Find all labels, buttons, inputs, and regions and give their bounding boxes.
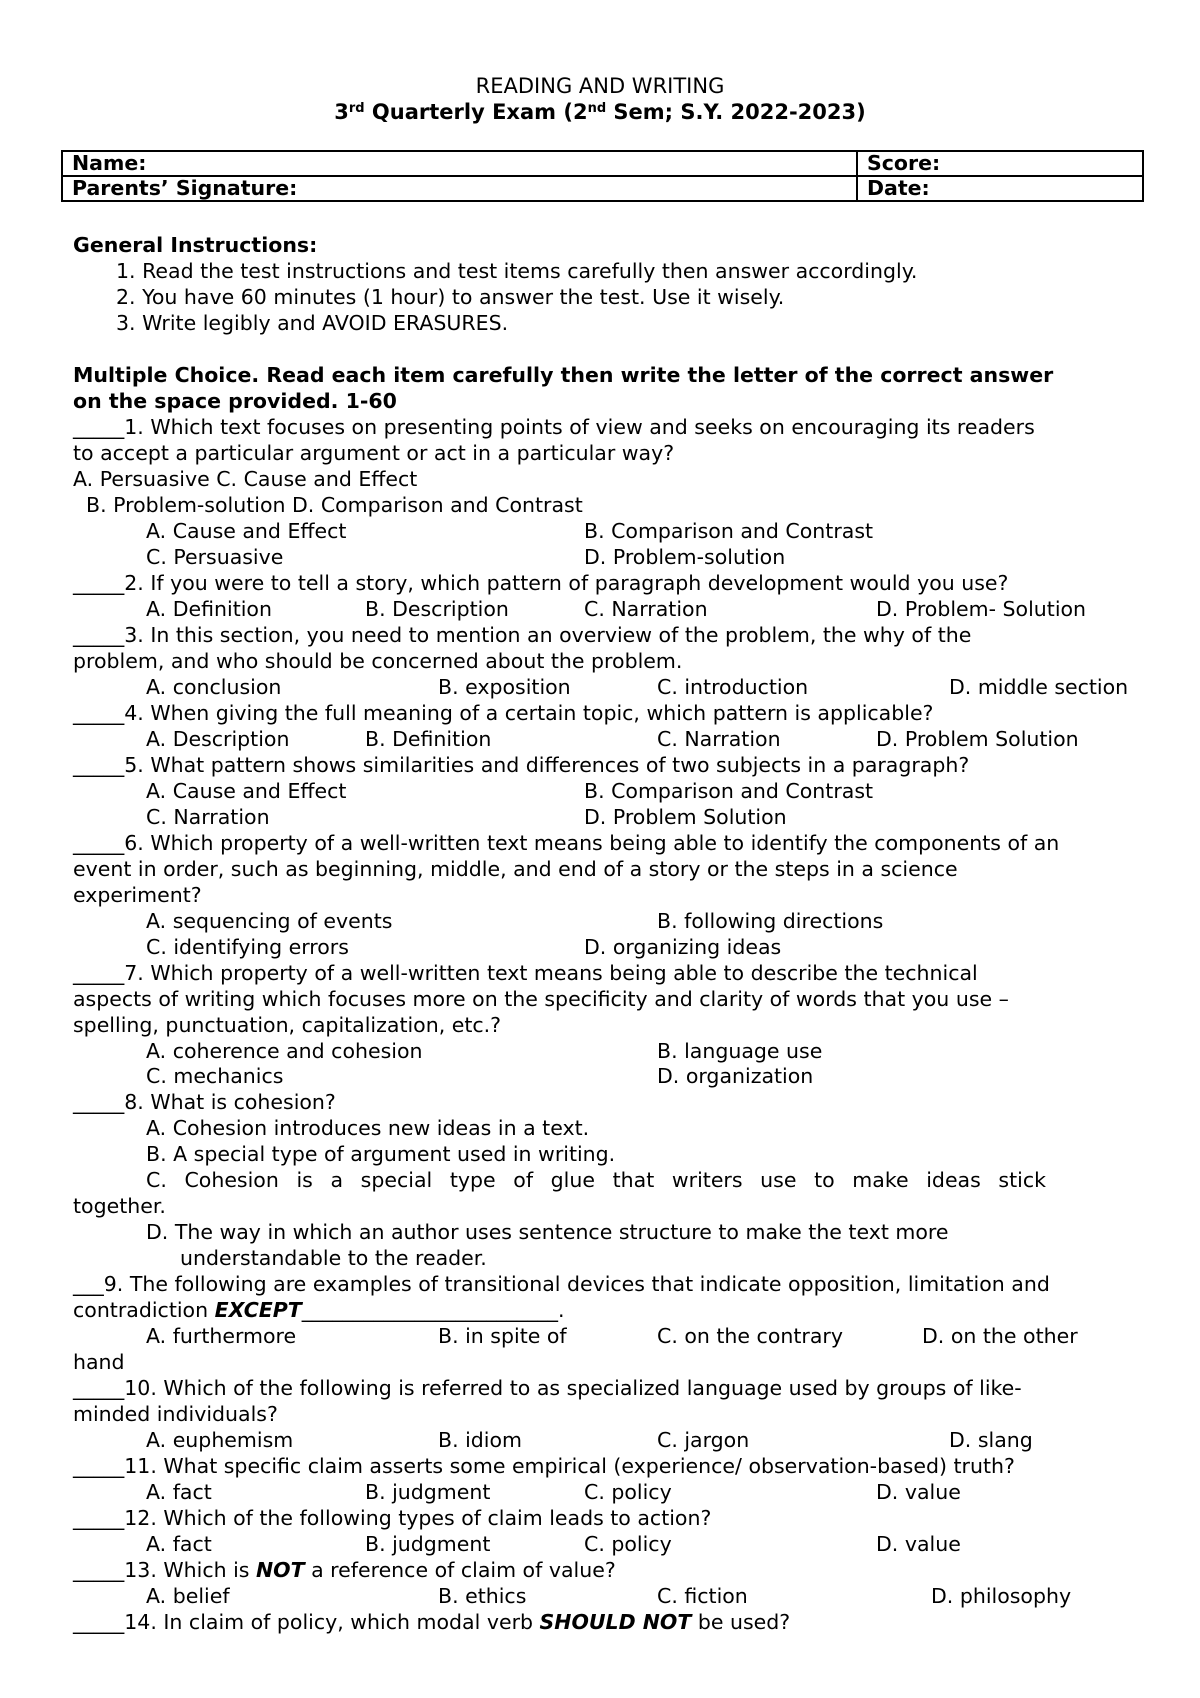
choice-d: D. middle section [949,675,1129,699]
choice-a: A. sequencing of events [146,909,393,933]
choice-b: B. A special type of argument used in writing. [146,1142,616,1166]
question-stem: aspects of writing which focuses more on the specificity and clarity of words that you use – [73,987,1009,1011]
question-stem: event in order, such as beginning, middle, and end of a story or the steps in a science [73,857,958,881]
choice-a: A. belief [146,1584,230,1608]
instruction-item: 3. Write legibly and AVOID ERASURES. [116,311,509,335]
student-info-table [61,150,1144,202]
choice-c: C. Narration [146,805,270,829]
choice-a: A. Definition [146,597,272,621]
question-stem: _____7. Which property of a well-written text means being able to describe the technical [73,961,978,985]
question-stem: ___9. The following are examples of transitional devices that indicate opposition, limitation and [73,1272,1050,1296]
choice-d: D. on the other [922,1324,1078,1348]
choice-c: C. introduction [657,675,809,699]
choice-b: B. ethics [438,1584,527,1608]
choice-d: D. slang [949,1428,1033,1452]
parents-signature-field[interactable]: Parents’ Signature: [62,176,857,201]
question-stem: _____6. Which property of a well-written text means being able to identify the components of an [73,831,1060,855]
choice-d: D. Problem- Solution [876,597,1087,621]
question-stem: _____8. What is cohesion? [73,1090,336,1114]
choice-d: D. The way in which an author uses sentence structure to make the text more [146,1220,949,1244]
choice-a: A. coherence and cohesion [146,1039,423,1063]
question-stem: _____10. Which of the following is referred to as specialized language used by groups of like- [73,1376,1022,1400]
score-field[interactable]: Score: [857,151,1143,176]
question-choice: A. Persuasive C. Cause and Effect [73,467,418,491]
choice-b: B. Definition [365,727,492,751]
choice-c: C. jargon [657,1428,750,1452]
choice-b: B. judgment [365,1532,491,1556]
question-stem: _____5. What pattern shows similarities and differences of two subjects in a paragraph? [73,753,970,777]
question-stem: _____13. Which is NOT a reference of claim of value? [73,1558,616,1582]
section-heading: on the space provided. 1-60 [73,389,397,413]
choice-a: A. Cohesion introduces new ideas in a text. [146,1116,590,1140]
choice-a: A. Description [146,727,290,751]
choice-c: together. [73,1194,166,1218]
choice-a: A. euphemism [146,1428,294,1452]
choice-a: A. conclusion [146,675,282,699]
question-stem: _____3. In this section, you need to mention an overview of the problem, the why of the [73,623,972,647]
exam-title: READING AND WRITING [475,74,725,98]
choice-c: C. policy [584,1480,672,1504]
choice-b: B. idiom [438,1428,523,1452]
choice-d: D. Problem Solution [876,727,1079,751]
choice-a: A. fact [146,1532,212,1556]
instruction-item: 1. Read the test instructions and test items carefully then answer accordingly. [116,259,918,283]
choice-d: D. value [876,1480,961,1504]
choice-c: C. fiction [657,1584,748,1608]
choice-c: C. policy [584,1532,672,1556]
question-stem: _____1. Which text focuses on presenting points of view and seeks on encouraging its readers [73,415,1035,439]
choice-b: B. Description [365,597,509,621]
choice-d: D. value [876,1532,961,1556]
choice-a: A. Cause and Effect [146,779,347,803]
choice-b: B. Comparison and Contrast [584,519,874,543]
choice-c: C. identifying errors [146,935,349,959]
question-stem: _____4. When giving the full meaning of a certain topic, which pattern is applicable? [73,701,934,725]
question-stem: to accept a particular argument or act in a particular way? [73,441,675,465]
choice-a: A. fact [146,1480,212,1504]
question-stem: _____14. In claim of policy, which modal verb SHOULD NOT be used? [73,1610,791,1634]
choice-d: D. organizing ideas [584,935,782,959]
section-heading: Multiple Choice. Read each item carefully then write the letter of the correct answer [73,363,1054,387]
choice-c: C. Persuasive [146,545,284,569]
question-stem: spelling, punctuation, capitalization, etc.? [73,1013,502,1037]
date-field[interactable]: Date: [857,176,1143,201]
choice-b: B. following directions [657,909,884,933]
question-choice: B. Problem-solution D. Comparison and Contrast [86,493,583,517]
choice-a: A. furthermore [146,1324,297,1348]
choice-d: D. Problem Solution [584,805,787,829]
choice-b: B. judgment [365,1480,491,1504]
choice-c: C. Narration [657,727,781,751]
instruction-item: 2. You have 60 minutes (1 hour) to answer the test. Use it wisely. [116,285,785,309]
choice-c: C. Narration [584,597,708,621]
question-stem: minded individuals? [73,1402,278,1426]
question-stem: contradiction EXCEPT_________________________. [73,1298,565,1322]
choice-d: D. Problem-solution [584,545,786,569]
name-field[interactable]: Name: [62,151,857,176]
choice-c: C. Cohesion is a special type of glue that writers use to make ideas stick [146,1168,1046,1192]
choice-c: C. mechanics [146,1064,284,1088]
choice-b: B. Comparison and Contrast [584,779,874,803]
exam-subtitle: 3rd Quarterly Exam (2nd Sem; S.Y. 2022-2023) [334,100,866,124]
choice-d: D. philosophy [931,1584,1072,1608]
choice-b: B. exposition [438,675,571,699]
question-stem: problem, and who should be concerned about the problem. [73,649,683,673]
choice-a: A. Cause and Effect [146,519,347,543]
question-stem: _____11. What specific claim asserts some empirical (experience/ observation-based) truth? [73,1454,1015,1478]
instructions-heading: General Instructions: [73,233,318,257]
choice-c: C. on the contrary [657,1324,843,1348]
question-stem: experiment? [73,883,202,907]
choice-d: D. organization [657,1064,814,1088]
choice-d: hand [73,1350,125,1374]
choice-b: B. language use [657,1039,823,1063]
question-stem: _____2. If you were to tell a story, which pattern of paragraph development would you use? [73,571,1009,595]
choice-b: B. in spite of [438,1324,567,1348]
choice-d: understandable to the reader. [180,1246,487,1270]
question-stem: _____12. Which of the following types of claim leads to action? [73,1506,712,1530]
